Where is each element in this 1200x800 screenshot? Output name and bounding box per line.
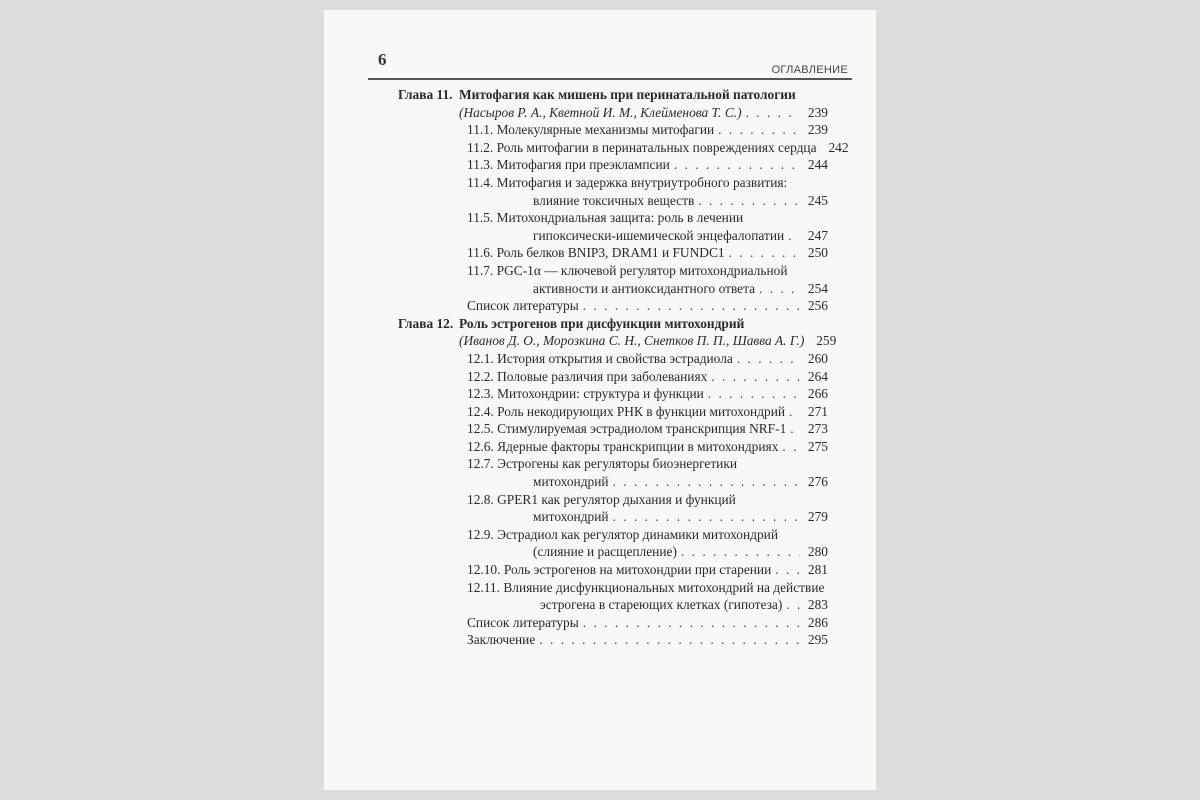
toc-entry xyxy=(398,156,828,174)
page-ref: 295 xyxy=(807,632,828,648)
entry-text: 12.10. Роль эстрогенов на митохондрии при старении xyxy=(467,562,772,578)
toc-entry xyxy=(398,508,828,526)
toc-entry-line xyxy=(398,491,828,509)
page-ref: 239 xyxy=(807,104,828,120)
entry-text: 12.4. Роль некодирующих РНК в функции митохондрий xyxy=(467,403,786,419)
dot-leader xyxy=(737,350,800,368)
page-ref: 247 xyxy=(807,227,828,243)
toc-entry-line xyxy=(398,526,828,544)
chapter-heading xyxy=(398,86,828,104)
dot-leader xyxy=(786,596,800,614)
chapter-title: Роль эстрогенов при дисфункции митохондрий xyxy=(459,315,745,331)
toc-entry xyxy=(398,227,828,245)
page-number: 6 xyxy=(378,50,387,69)
entry-text: 12.6. Ядерные факторы транскрипции в митохондриях xyxy=(467,438,779,454)
toc-entry-line xyxy=(398,174,828,192)
dot-leader xyxy=(775,561,800,579)
dot-leader xyxy=(613,508,800,526)
toc-entry xyxy=(398,420,828,438)
toc-entry-line xyxy=(398,579,828,597)
toc-entry xyxy=(398,350,828,368)
entry-text: 12.8. GPER1 как регулятор дыхания и функций xyxy=(467,491,736,507)
page-ref: 271 xyxy=(807,403,828,419)
toc-entry xyxy=(398,368,828,386)
toc-entry xyxy=(398,473,828,491)
header-rule xyxy=(368,78,852,80)
toc-entry xyxy=(398,631,828,649)
entry-text: 12.3. Митохондрии: структура и функции xyxy=(467,386,704,402)
running-head: ОГЛАВЛЕНИЕ xyxy=(771,64,848,76)
dot-leader xyxy=(583,297,800,315)
page-ref: 281 xyxy=(807,562,828,578)
dot-leader xyxy=(698,192,800,210)
chapter-authors: (Насыров Р. А., Кветной И. М., Клейменова Т. С.) xyxy=(459,104,742,120)
toc-entry xyxy=(398,244,828,262)
dot-leader xyxy=(583,614,800,632)
entry-text: Список литературы xyxy=(467,298,579,314)
chapter-label: Глава 11. xyxy=(398,87,453,102)
page-ref: 244 xyxy=(807,157,828,173)
entry-text: 11.2. Роль митофагии в перинатальных повреждениях сердца xyxy=(467,139,817,155)
entry-text: Список литературы xyxy=(467,614,579,630)
page-ref: 245 xyxy=(807,192,828,208)
entry-text: 11.3. Митофагия при преэклампсии xyxy=(467,157,670,173)
toc-entry xyxy=(398,280,828,298)
dot-leader xyxy=(782,438,800,456)
page-ref: 280 xyxy=(807,544,828,560)
dot-leader xyxy=(708,385,800,403)
chapter-authors-entry xyxy=(398,332,837,350)
chapter-authors: (Иванов Д. О., Морозкина С. Н., Снетков П. П., Шавва А. Г.) xyxy=(459,333,805,349)
entry-text: 12.2. Половые различия при заболеваниях xyxy=(467,368,708,384)
page-ref: 260 xyxy=(807,350,828,366)
entry-text: митохондрий xyxy=(533,509,609,525)
toc-entry xyxy=(398,614,828,632)
toc-entry xyxy=(398,403,828,421)
entry-text: 12.11. Влияние дисфункциональных митохондрий на действие xyxy=(467,579,825,595)
dot-leader xyxy=(788,227,800,245)
page-ref: 250 xyxy=(807,245,828,261)
page-ref: 264 xyxy=(807,368,828,384)
dot-leader xyxy=(674,156,800,174)
entry-text: 12.1. История открытия и свойства эстрадиола xyxy=(467,350,733,366)
entry-text: митохондрий xyxy=(533,474,609,490)
page-ref: 283 xyxy=(807,597,828,613)
toc-entry-line xyxy=(398,455,828,473)
page-ref: 259 xyxy=(816,333,837,349)
table-of-contents xyxy=(398,86,849,649)
entry-text: 12.9. Эстрадиол как регулятор динамики митохондрий xyxy=(467,526,778,542)
toc-entry xyxy=(398,385,828,403)
page-ref: 273 xyxy=(807,421,828,437)
chapter-authors-entry xyxy=(398,104,828,122)
entry-text: эстрогена в стареющих клетках (гипотеза) xyxy=(540,597,783,613)
chapter-heading xyxy=(398,315,828,333)
toc-entry xyxy=(398,297,828,315)
toc-entry xyxy=(398,543,828,561)
dot-leader xyxy=(759,280,800,298)
dot-leader xyxy=(789,403,800,421)
toc-entry xyxy=(398,438,828,456)
toc-entry xyxy=(398,139,849,157)
entry-text: 11.6. Роль белков BNIP3, DRAM1 и FUNDC1 xyxy=(467,245,725,261)
toc-entry xyxy=(398,561,828,579)
page-ref: 256 xyxy=(807,298,828,314)
page-ref: 239 xyxy=(807,122,828,138)
dot-leader xyxy=(718,121,800,139)
entry-text: гипоксически-ишемической энцефалопатии xyxy=(533,227,785,243)
page-ref: 254 xyxy=(807,280,828,296)
dot-leader xyxy=(681,543,800,561)
entry-text: 11.5. Митохондриальная защита: роль в лечении xyxy=(467,210,744,226)
dot-leader xyxy=(711,368,800,386)
entry-text: активности и антиоксидантного ответа xyxy=(533,280,756,296)
entry-text: 11.4. Митофагия и задержка внутриутробного развития: xyxy=(467,174,788,190)
entry-text: 12.5. Стимулируемая эстрадиолом транскрипция NRF-1 xyxy=(467,421,787,437)
entry-text: влияние токсичных веществ xyxy=(533,192,695,208)
chapter-title: Митофагия как мишень при перинатальной патологии xyxy=(459,87,796,102)
page-ref: 242 xyxy=(828,139,849,155)
page-ref: 279 xyxy=(807,509,828,525)
chapter-label: Глава 12. xyxy=(398,315,454,331)
toc-entry xyxy=(398,121,828,139)
toc-entry-line xyxy=(398,209,828,227)
dot-leader xyxy=(613,473,800,491)
toc-entry-line xyxy=(398,262,828,280)
dot-leader xyxy=(746,104,800,122)
page-ref: 276 xyxy=(807,474,828,490)
page-ref: 266 xyxy=(807,386,828,402)
entry-text: 11.7. PGC-1α — ключевой регулятор митохондриальной xyxy=(467,262,788,278)
toc-entry xyxy=(398,192,828,210)
page-ref: 286 xyxy=(807,614,828,630)
dot-leader xyxy=(539,631,800,649)
entry-text: Заключение xyxy=(467,632,536,648)
toc-entry xyxy=(398,596,828,614)
entry-text: (слияние и расщепление) xyxy=(533,544,677,560)
page-ref: 275 xyxy=(807,438,828,454)
dot-leader xyxy=(729,244,800,262)
entry-text: 12.7. Эстрогены как регуляторы биоэнергетики xyxy=(467,456,738,472)
entry-text: 11.1. Молекулярные механизмы митофагии xyxy=(467,122,715,138)
dot-leader xyxy=(790,420,800,438)
